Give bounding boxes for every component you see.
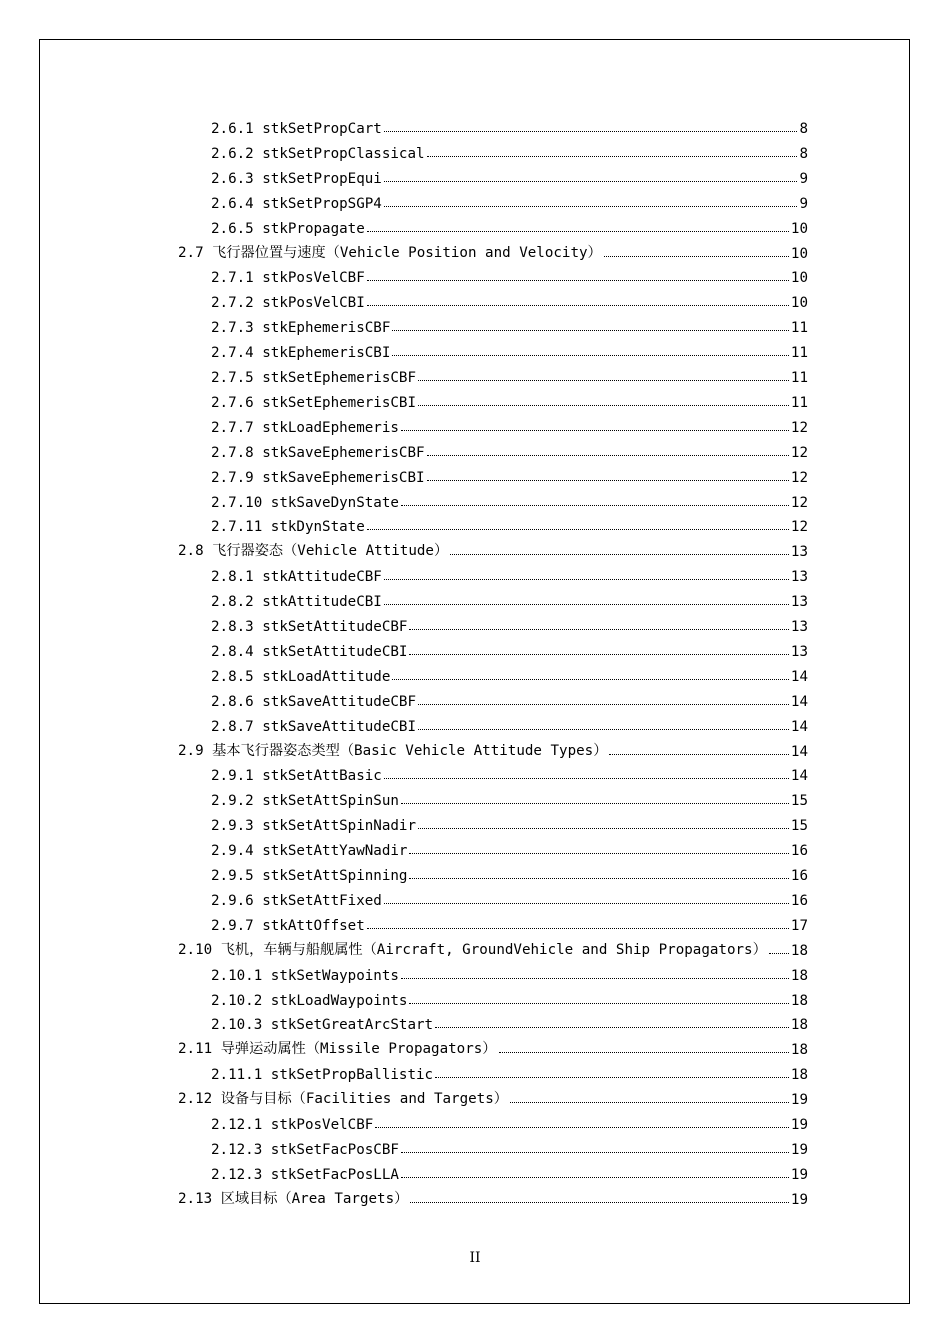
toc-entry-title: 2.8.3 stkSetAttitudeCBF xyxy=(211,619,408,635)
toc-entry-title: 2.7.9 stkSaveEphemerisCBI xyxy=(211,469,425,486)
toc-entry-title: 2.12.1 stkPosVelCBF xyxy=(211,1117,374,1133)
toc-entry-title: 2.8 飞行器姿态（Vehicle Attitude） xyxy=(178,543,449,560)
toc-dot-leader xyxy=(401,977,789,979)
toc-entry-page: 11 xyxy=(790,345,808,362)
toc-entry-page: 14 xyxy=(790,768,808,785)
toc-entry[interactable] xyxy=(211,515,808,535)
toc-entry[interactable] xyxy=(211,889,808,909)
toc-dot-leader xyxy=(384,180,798,182)
toc-entry[interactable] xyxy=(211,366,808,386)
toc-dot-leader xyxy=(418,703,789,705)
toc-entry-title: 2.7.2 stkPosVelCBI xyxy=(211,295,365,312)
toc-entry-page: 12 xyxy=(790,519,808,536)
toc-entry-page: 19 xyxy=(790,1092,808,1109)
toc-dot-leader xyxy=(427,155,798,157)
toc-entry-title: 2.9.1 stkSetAttBasic xyxy=(211,768,382,785)
toc-entry-title: 2.13 区域目标（Area Targets） xyxy=(178,1190,409,1207)
toc-entry-title: 2.6.4 stkSetPropSGP4 xyxy=(211,195,382,212)
toc-entry-page: 9 xyxy=(799,195,808,212)
toc-entry[interactable] xyxy=(211,167,808,187)
toc-entry[interactable] xyxy=(178,939,808,959)
toc-entry[interactable] xyxy=(211,914,808,934)
toc-entry-page: 14 xyxy=(790,743,808,760)
toc-entry-page: 18 xyxy=(790,1017,808,1034)
toc-dot-leader xyxy=(384,578,789,580)
toc-entry-page: 14 xyxy=(790,668,808,685)
toc-dot-leader xyxy=(418,728,789,730)
toc-entry-title: 2.10.2 stkLoadWaypoints xyxy=(211,992,408,1009)
toc-entry-page: 10 xyxy=(790,220,808,237)
toc-dot-leader xyxy=(384,205,798,207)
toc-entry-page: 17 xyxy=(790,917,808,934)
toc-dot-leader xyxy=(435,1076,789,1078)
toc-entry-page: 15 xyxy=(790,793,808,810)
toc-entry-page: 18 xyxy=(790,967,808,984)
toc-dot-leader xyxy=(450,553,789,555)
toc-entry-title: 2.9.4 stkSetAttYawNadir xyxy=(211,843,408,860)
toc-entry[interactable] xyxy=(178,740,808,760)
toc-entry-page: 19 xyxy=(790,1141,808,1158)
toc-entry-page: 18 xyxy=(790,992,808,1009)
toc-entry-page: 19 xyxy=(790,1191,808,1208)
toc-dot-leader xyxy=(409,1002,788,1004)
toc-entry-title: 2.10.3 stkSetGreatArcStart xyxy=(211,1017,434,1034)
toc-dot-leader xyxy=(367,304,789,306)
toc-dot-leader xyxy=(392,329,789,331)
toc-dot-leader xyxy=(401,802,789,804)
toc-entry-title: 2.7.5 stkSetEphemerisCBF xyxy=(211,370,416,386)
toc-dot-leader xyxy=(367,279,789,281)
toc-dot-leader xyxy=(410,1201,789,1203)
toc-entry[interactable] xyxy=(211,217,808,237)
toc-entry-title: 2.7.4 stkEphemerisCBI xyxy=(211,345,391,362)
toc-entry[interactable] xyxy=(211,789,808,809)
toc-entry-page: 13 xyxy=(790,594,808,611)
toc-entry[interactable] xyxy=(178,1088,808,1108)
toc-entry-page: 8 xyxy=(799,145,808,162)
toc-dot-leader xyxy=(384,130,798,132)
toc-entry[interactable] xyxy=(211,715,808,735)
toc-dot-leader xyxy=(418,827,789,829)
toc-dot-leader xyxy=(401,1151,789,1153)
toc-entry-title: 2.8.7 stkSaveAttitudeCBI xyxy=(211,718,416,735)
toc-entry-title: 2.10 飞机，车辆与船舰属性（Aircraft, GroundVehicle and Ship Propagators） xyxy=(178,941,767,958)
toc-entry-page: 9 xyxy=(799,170,808,187)
toc-dot-leader xyxy=(401,429,789,431)
toc-entry-title: 2.6.2 stkSetPropClassical xyxy=(211,145,425,162)
toc-dot-leader xyxy=(604,255,789,257)
toc-entry[interactable] xyxy=(211,266,808,286)
toc-entry-page: 13 xyxy=(790,569,808,586)
toc-entry[interactable] xyxy=(211,665,808,685)
toc-entry[interactable] xyxy=(211,590,808,610)
toc-entry-page: 12 xyxy=(790,469,808,486)
toc-entry-title: 2.7.3 stkEphemerisCBF xyxy=(211,320,391,337)
toc-entry-title: 2.7.7 stkLoadEphemeris xyxy=(211,419,399,436)
toc-entry[interactable] xyxy=(211,142,808,162)
toc-entry[interactable] xyxy=(211,291,808,311)
toc-entry[interactable] xyxy=(211,839,808,859)
toc-entry[interactable] xyxy=(211,1013,808,1033)
toc-entry[interactable] xyxy=(211,1113,808,1133)
toc-dot-leader xyxy=(499,1051,789,1053)
toc-entry-title: 2.9.7 stkAttOffset xyxy=(211,917,365,934)
toc-entry[interactable] xyxy=(211,989,808,1009)
toc-entry-title: 2.7.8 stkSaveEphemerisCBF xyxy=(211,444,425,461)
toc-dot-leader xyxy=(401,504,789,506)
toc-entry-title: 2.7 飞行器位置与速度（Vehicle Position and Velocity） xyxy=(178,244,602,261)
toc-entry[interactable] xyxy=(211,117,808,137)
toc-entry[interactable] xyxy=(211,341,808,361)
toc-entry[interactable] xyxy=(211,814,808,834)
toc-entry[interactable] xyxy=(178,242,808,262)
toc-entry-page: 13 xyxy=(790,643,808,660)
toc-entry-title: 2.10.1 stkSetWaypoints xyxy=(211,967,399,984)
toc-dot-leader xyxy=(367,528,789,530)
toc-entry-title: 2.9.3 stkSetAttSpinNadir xyxy=(211,818,416,835)
toc-dot-leader xyxy=(384,777,789,779)
toc-entry[interactable] xyxy=(211,964,808,984)
toc-entry-page: 14 xyxy=(790,693,808,710)
toc-entry-title: 2.7.11 stkDynState xyxy=(211,519,365,536)
toc-entry-title: 2.8.4 stkSetAttitudeCBI xyxy=(211,643,408,660)
toc-entry-title: 2.6.1 stkSetPropCart xyxy=(211,121,382,137)
toc-entry-page: 11 xyxy=(790,394,808,411)
toc-entry-title: 2.8.5 stkLoadAttitude xyxy=(211,668,391,685)
toc-entry-page: 8 xyxy=(799,121,808,137)
toc-dot-leader xyxy=(418,379,789,381)
toc-entry-title: 2.6.5 stkPropagate xyxy=(211,220,365,237)
toc-entry-title: 2.7.10 stkSaveDynState xyxy=(211,494,399,511)
toc-entry-page: 18 xyxy=(790,1042,808,1059)
toc-entry-page: 18 xyxy=(790,942,808,959)
toc-entry-title: 2.11.1 stkSetPropBallistic xyxy=(211,1067,434,1084)
toc-entry-page: 18 xyxy=(790,1067,808,1084)
toc-dot-leader xyxy=(409,852,788,854)
toc-dot-leader xyxy=(409,877,788,879)
toc-entry-page: 11 xyxy=(790,320,808,337)
toc-entry-page: 12 xyxy=(790,444,808,461)
toc-dot-leader xyxy=(401,1176,789,1178)
toc-entry-title: 2.9 基本飞行器姿态类型（Basic Vehicle Attitude Types） xyxy=(178,742,608,759)
toc-dot-leader xyxy=(409,628,788,630)
toc-entry-page: 16 xyxy=(790,892,808,909)
toc-dot-leader xyxy=(427,479,789,481)
toc-entry-page: 13 xyxy=(790,619,808,635)
toc-entry[interactable] xyxy=(178,1038,808,1058)
toc-entry-title: 2.8.2 stkAttitudeCBI xyxy=(211,594,382,611)
toc-entry[interactable] xyxy=(211,1063,808,1083)
page-number: II xyxy=(469,1250,481,1266)
toc-dot-leader xyxy=(367,230,789,232)
toc-entry[interactable] xyxy=(211,690,808,710)
toc-entry-page: 13 xyxy=(790,544,808,561)
toc-entry-title: 2.6.3 stkSetPropEqui xyxy=(211,170,382,187)
toc-dot-leader xyxy=(609,753,789,755)
toc-entry-title: 2.8.6 stkSaveAttitudeCBF xyxy=(211,693,416,710)
toc-entry[interactable] xyxy=(211,316,808,336)
toc-entry-page: 16 xyxy=(790,868,808,884)
toc-dot-leader xyxy=(769,952,789,954)
toc-entry[interactable] xyxy=(178,540,808,560)
toc-entry[interactable] xyxy=(211,416,808,436)
toc-entry-page: 10 xyxy=(790,270,808,287)
toc-dot-leader xyxy=(384,902,789,904)
toc-entry-title: 2.12.3 stkSetFacPosCBF xyxy=(211,1141,399,1158)
toc-entry-page: 19 xyxy=(790,1166,808,1183)
toc-entry[interactable] xyxy=(211,491,808,511)
toc-entry-title: 2.7.6 stkSetEphemerisCBI xyxy=(211,394,416,411)
toc-entry[interactable] xyxy=(211,764,808,784)
toc-entry[interactable] xyxy=(211,1163,808,1183)
toc-entry-title: 2.11 导弹运动属性（Missile Propagators） xyxy=(178,1041,497,1058)
toc-entry[interactable] xyxy=(211,864,808,884)
toc-entry-title: 2.12 设备与目标（Facilities and Targets） xyxy=(178,1091,508,1108)
toc-entry[interactable] xyxy=(211,192,808,212)
toc-entry-title: 2.8.1 stkAttitudeCBF xyxy=(211,569,382,586)
toc-entry-page: 19 xyxy=(790,1117,808,1133)
toc-entry-title: 2.9.6 stkSetAttFixed xyxy=(211,892,382,909)
toc-entry[interactable] xyxy=(211,1138,808,1158)
toc-entry-page: 11 xyxy=(790,370,808,386)
toc-entry-page: 12 xyxy=(790,494,808,511)
toc-dot-leader xyxy=(367,927,789,929)
toc-dot-leader xyxy=(392,678,789,680)
toc-entry-title: 2.12.3 stkSetFacPosLLA xyxy=(211,1166,399,1183)
toc-entry-title: 2.9.2 stkSetAttSpinSun xyxy=(211,793,399,810)
toc-entry-page: 10 xyxy=(790,295,808,312)
toc-dot-leader xyxy=(435,1026,789,1028)
toc-entry[interactable] xyxy=(211,391,808,411)
toc-dot-leader xyxy=(392,354,789,356)
toc-dot-leader xyxy=(427,454,789,456)
toc-entry-page: 10 xyxy=(790,245,808,262)
toc-dot-leader xyxy=(510,1101,789,1103)
toc-entry-page: 14 xyxy=(790,718,808,735)
toc-entry-page: 15 xyxy=(790,818,808,835)
toc-entry-title: 2.9.5 stkSetAttSpinning xyxy=(211,868,408,884)
toc-dot-leader xyxy=(384,603,789,605)
toc-entry[interactable] xyxy=(211,441,808,461)
toc-dot-leader xyxy=(418,404,789,406)
toc-entry[interactable] xyxy=(211,640,808,660)
toc-entry[interactable] xyxy=(211,615,808,635)
toc-entry[interactable] xyxy=(178,1188,808,1208)
toc-entry[interactable] xyxy=(211,466,808,486)
toc-entry-page: 12 xyxy=(790,419,808,436)
toc-entry[interactable] xyxy=(211,565,808,585)
toc-entry-page: 16 xyxy=(790,843,808,860)
toc-dot-leader xyxy=(409,653,788,655)
toc-entry-title: 2.7.1 stkPosVelCBF xyxy=(211,270,365,287)
toc-dot-leader xyxy=(375,1126,789,1128)
